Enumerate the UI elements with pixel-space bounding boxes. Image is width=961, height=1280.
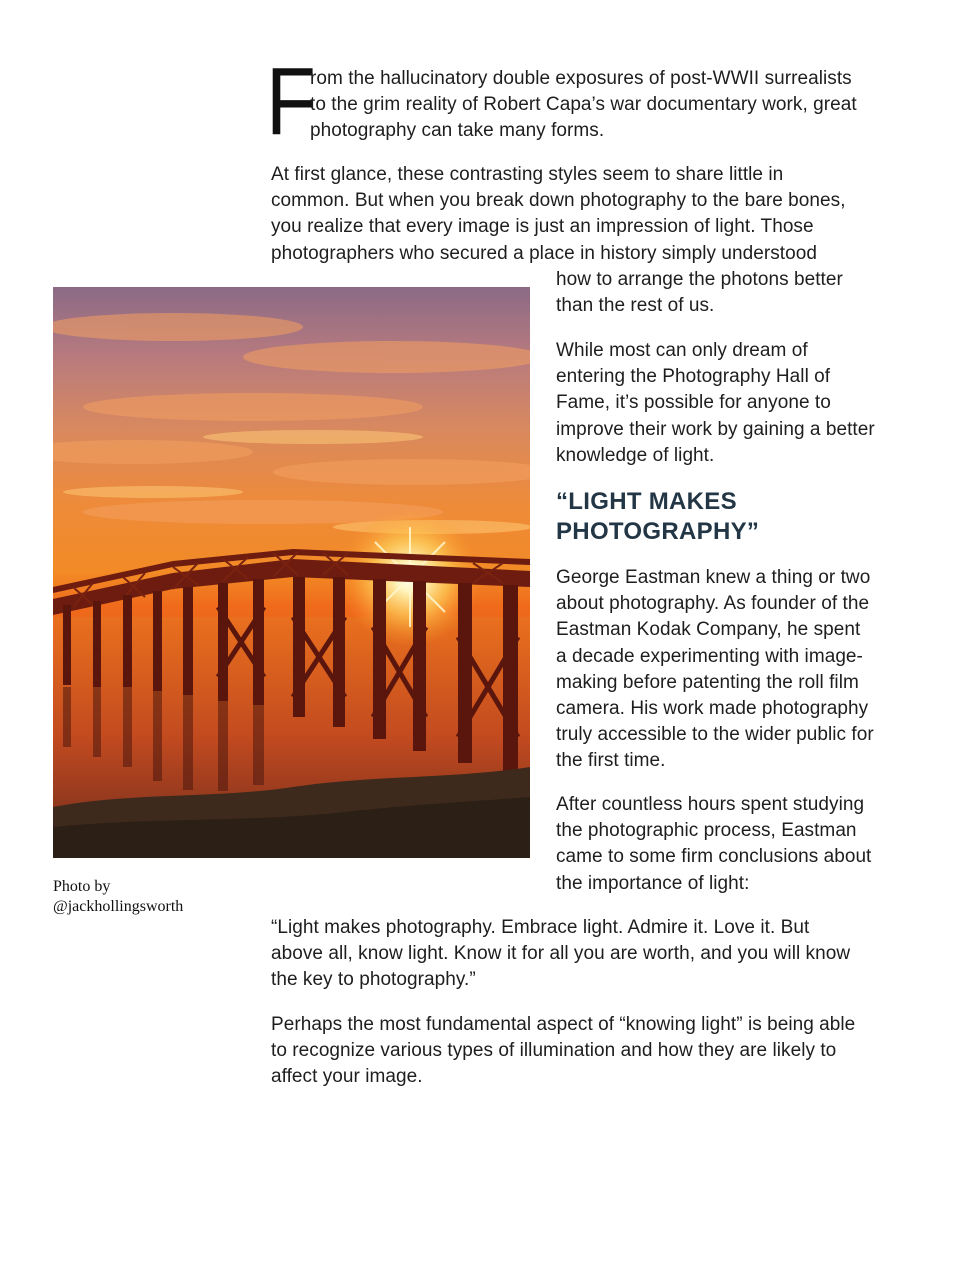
eastman-quote [271, 915, 850, 994]
text-line: improve their work by gaining a better [556, 418, 875, 440]
text-line: the first time. [556, 750, 666, 772]
text-line: After countless hours spent studying [556, 794, 865, 815]
text-line: about photography. As founder of the [556, 593, 870, 615]
section-heading [556, 487, 759, 547]
paragraph-hall-of-fame [556, 338, 875, 469]
text-line: the photographic process, Eastman [556, 820, 857, 842]
heading-line: PHOTOGRAPHY” [556, 518, 760, 545]
drop-cap: F [266, 48, 316, 155]
text-line: camera. His work made photography [556, 698, 869, 720]
text-line: truly accessible to the wider public for [556, 724, 874, 746]
text-line: rom the hallucinatory double exposures of post-WWII surrealists [310, 68, 852, 89]
text-line: While most can only dream of [556, 340, 808, 361]
caption-line: @jackhollingsworth [53, 898, 184, 915]
text-line: George Eastman knew a thing or two [556, 567, 871, 588]
text-line: to the grim reality of Robert Capa’s war documentary work, great [310, 94, 857, 116]
text-line: to recognize various types of illumination and how they are likely to [271, 1040, 837, 1062]
text-line: knowledge of light. [556, 444, 715, 466]
paragraph-knowing-light [271, 1012, 855, 1091]
text-line: you realize that every image is just an impression of light. Those [271, 216, 814, 238]
paragraph-contrasting-styles-continued [556, 267, 843, 319]
paragraph-contrasting-styles [271, 162, 846, 267]
text-line: Fame, it’s possible for anyone to [556, 392, 831, 414]
text-line: Perhaps the most fundamental aspect of “knowing light” is being able [271, 1014, 856, 1035]
text-line: photographers who secured a place in history simply understood [271, 242, 817, 264]
text-line: above all, know light. Know it for all you are worth, and you will know [271, 943, 851, 965]
text-line: than the rest of us. [556, 295, 715, 317]
text-line: “Light makes photography. Embrace light. Admire it. Love it. But [271, 917, 810, 938]
text-line: came to some firm conclusions about [556, 846, 872, 868]
text-line: common. But when you break down photography to the bare bones, [271, 190, 846, 212]
text-line: affect your image. [271, 1066, 423, 1088]
photo-caption [53, 877, 183, 917]
paragraph-george-eastman [556, 565, 874, 775]
text-line: how to arrange the photons better [556, 269, 843, 290]
paragraph-eastman-conclusions [556, 792, 871, 897]
caption-line: Photo by [53, 878, 111, 895]
text-line: the key to photography.” [271, 969, 476, 991]
intro-paragraph [310, 66, 857, 145]
text-line: photography can take many forms. [310, 120, 605, 142]
sunset-bridge-photo [53, 287, 530, 858]
text-line: Eastman Kodak Company, he spent [556, 619, 861, 641]
text-line: a decade experimenting with image- [556, 645, 863, 667]
text-line: the importance of light: [556, 872, 750, 894]
text-line: entering the Photography Hall of [556, 366, 831, 388]
text-line: At first glance, these contrasting styles seem to share little in [271, 164, 784, 185]
text-line: making before patenting the roll film [556, 671, 859, 693]
heading-line: “LIGHT MAKES [556, 488, 737, 515]
